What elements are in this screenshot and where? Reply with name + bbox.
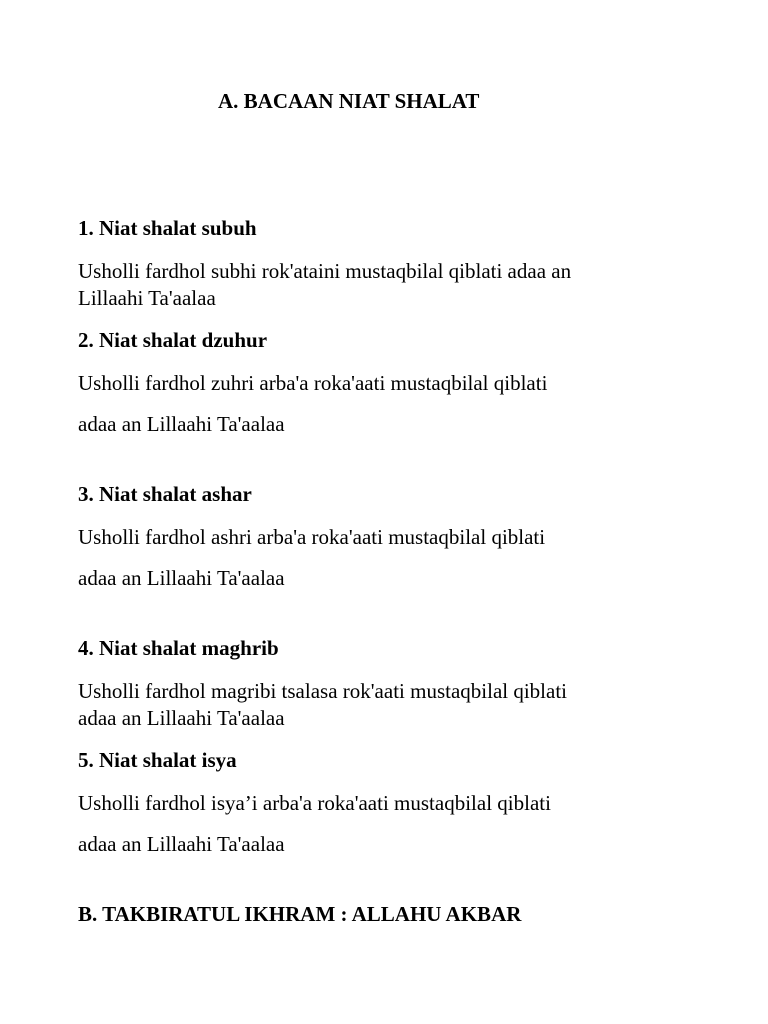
section-a-title: A. BACAAN NIAT SHALAT [218,89,480,113]
item-text-ashar-line1: Usholli fardhol ashri arba'a roka'aati mustaqbilal qiblati [78,525,546,549]
item-text-ashar-line2: adaa an Lillaahi Ta'aalaa [78,566,285,590]
item-heading-isya: 5. Niat shalat isya [78,748,237,772]
item-heading-ashar: 3. Niat shalat ashar [78,482,252,506]
item-text-subuh-line1: Usholli fardhol subhi rok'ataini mustaqbilal qiblati adaa an [78,259,572,283]
item-heading-dzuhur: 2. Niat shalat dzuhur [78,328,268,352]
item-text-maghrib-line2: adaa an Lillaahi Ta'aalaa [78,706,285,730]
item-heading-subuh: 1. Niat shalat subuh [78,216,257,240]
item-text-dzuhur-line2: adaa an Lillaahi Ta'aalaa [78,412,285,436]
item-heading-maghrib: 4. Niat shalat maghrib [78,636,279,660]
item-text-maghrib-line1: Usholli fardhol magribi tsalasa rok'aati mustaqbilal qiblati [78,679,568,703]
item-text-isya-line1: Usholli fardhol isya’i arba'a roka'aati mustaqbilal qiblati [78,791,551,815]
item-text-isya-line2: adaa an Lillaahi Ta'aalaa [78,832,285,856]
item-text-dzuhur-line1: Usholli fardhol zuhri arba'a roka'aati mustaqbilal qiblati [78,371,548,395]
section-b-title: B. TAKBIRATUL IKHRAM : ALLAHU AKBAR [78,902,522,926]
item-text-subuh-line2: Lillaahi Ta'aalaa [78,286,216,310]
